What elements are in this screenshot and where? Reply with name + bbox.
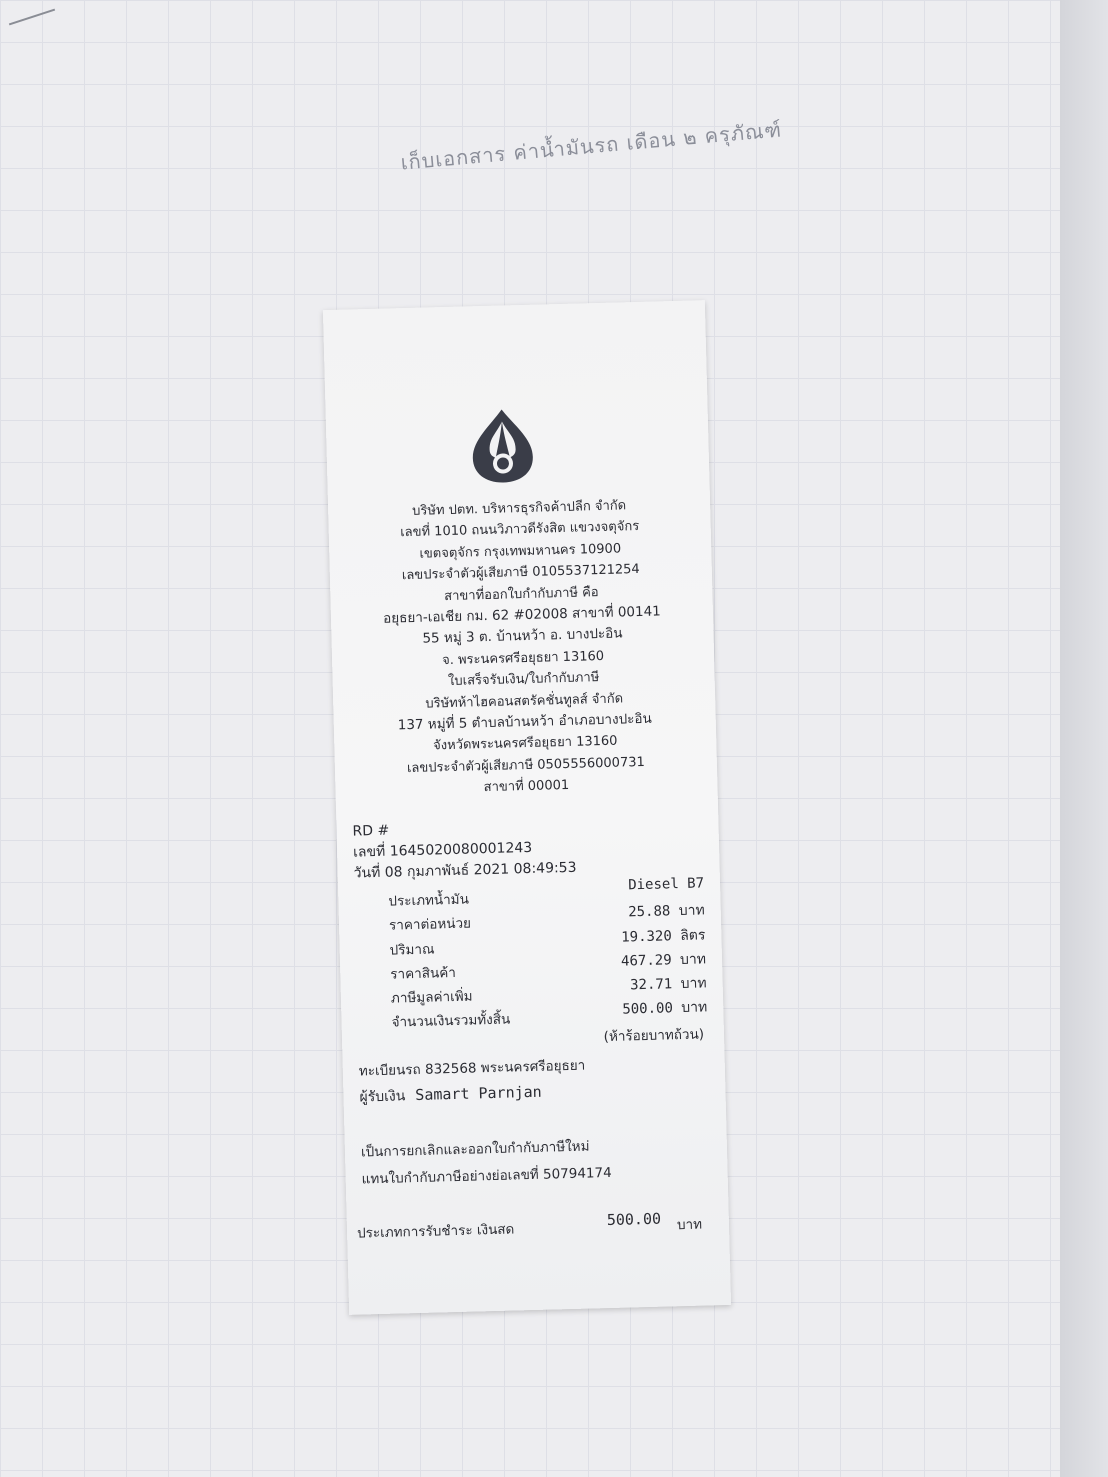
receipt-title: ใบเสร็จรับเงิน/ใบกำกับภาษี (447, 670, 600, 690)
customer-address: 137 หมู่ที่ 5 ตำบลบ้านหว้า อำเภอบางปะอิน (397, 710, 652, 734)
company-tax-id: เลขประจำตัวผู้เสียภาษี 0105537121254 (401, 562, 640, 584)
item-label: จำนวนเงินรวมทั้งสิ้น (391, 1011, 511, 1032)
receipt-date: วันที่ 08 กุมภาพันธ์ 2021 08:49:53 (353, 859, 577, 882)
line-items (388, 875, 708, 1032)
item-value: 467.29 บาท (620, 951, 707, 970)
item-label: ราคาสินค้า (390, 964, 457, 983)
handwritten-note: เก็บเอกสาร ค่าน้ำมันรถ เดือน ๒ ครุภัณฑ์ (399, 117, 783, 175)
note-line: แทนใบกำกับภาษีอย่างย่อเลขที่ 50794174 (361, 1164, 612, 1188)
fuel-receipt (323, 300, 731, 1315)
payment-amount: 500.00 (606, 1209, 662, 1230)
reissue-note (361, 1133, 612, 1194)
receipt-header (328, 493, 718, 803)
issuing-branch-label: สาขาที่ออกใบกำกับภาษี คือ (444, 584, 599, 604)
station-province: จ. พระนครศรีอยุธยา 13160 (441, 648, 605, 669)
payee (359, 1082, 542, 1109)
item-value: 500.00 บาท (622, 999, 708, 1019)
customer-province: จังหวัดพระนครศรีอยุธยา 13160 (432, 734, 618, 754)
payment-unit: บาท (676, 1216, 703, 1234)
note-line: เป็นการยกเลิกและออกใบกำกับภาษีใหม่ (360, 1138, 590, 1161)
amount-in-words: (ห้าร้อยบาทถ้วน) (603, 1026, 705, 1046)
payee-name: Samart Parnjan (415, 1082, 542, 1105)
item-value: 32.71 บาท (629, 975, 707, 994)
payee-label: ผู้รับเงิน (359, 1088, 406, 1106)
company-address: เลขที่ 1010 ถนนวิภาวดีรังสิต แขวงจตุจักร (400, 519, 640, 541)
receipt-info (352, 812, 714, 884)
item-label: ราคาต่อหน่วย (388, 915, 472, 934)
ptt-flame-logo-icon (468, 407, 538, 485)
item-value: 19.320 ลิตร (621, 926, 706, 946)
item-value: 25.88 บาท (628, 902, 705, 921)
item-label: ภาษีมูลค่าเพิ่ม (390, 988, 473, 1007)
company-district: เขตจตุจักร กรุงเทพมหานคร 10900 (419, 541, 622, 562)
customer-name: บริษัทห้าไฮคอนสตรัคชั่นทูลส์ จำกัด (425, 691, 624, 712)
station-address: 55 หมู่ 3 ต. บ้านหว้า อ. บางปะอิน (422, 625, 623, 648)
table-edge (1060, 0, 1108, 1477)
customer-tax-id: เลขประจำตัวผู้เสียภาษี 0505556000731 (406, 754, 645, 777)
company-name: บริษัท ปตท. บริหารธุรกิจค้าปลีก จำกัด (412, 498, 627, 519)
license-plate: ทะเบียนรถ 832568 พระนครศรีอยุธยา (358, 1057, 586, 1080)
item-label: ปริมาณ (389, 941, 435, 959)
item-label: ประเภทน้ำมัน (388, 891, 470, 910)
document-number: เลขที่ 1645020080001243 (352, 839, 533, 861)
payment-label: ประเภทการรับชำระ เงินสด (356, 1221, 515, 1242)
customer-branch: สาขาที่ 00001 (483, 778, 570, 796)
item-value: Diesel B7 (628, 875, 705, 894)
station-name: อยุธยา-เอเชีย กม. 62 #02008 สาขาที่ 00141 (382, 603, 661, 627)
rd-number: RD # (352, 822, 390, 840)
payment-method (356, 1209, 705, 1243)
